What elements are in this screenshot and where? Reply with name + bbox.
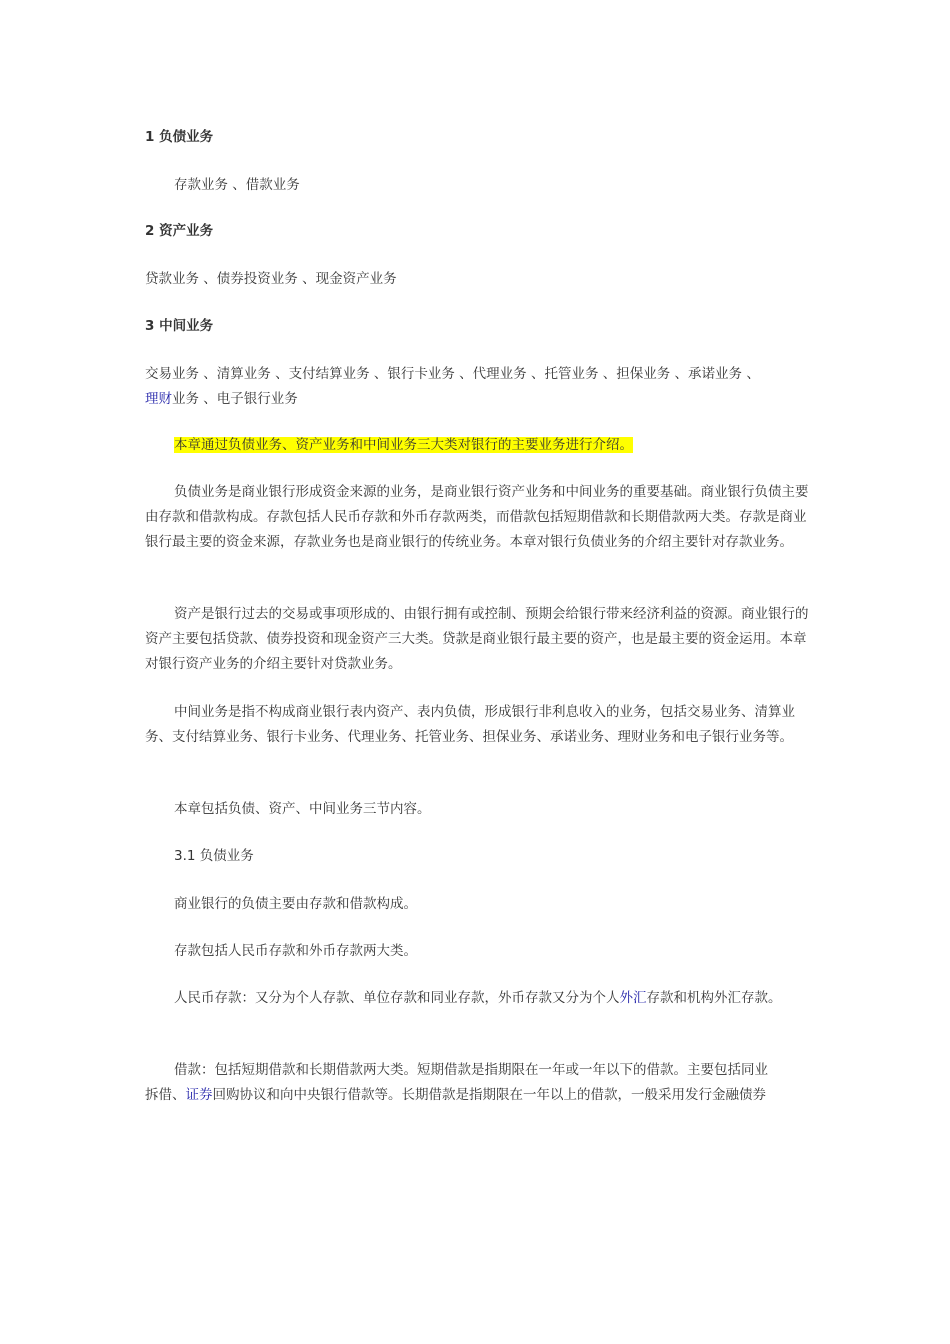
paragraph-asset: 资产是银行过去的交易或事项形成的、由银行拥有或控制、预期会给银行带来经济利益的资源。商业银行的资产主要包括贷款、债券投资和现金资产三大类。贷款是商业银行最主要的资产，也是最主要的资金运用。本章对银行资产业务的介绍主要针对贷款业务。 — [145, 606, 809, 672]
subsection-p2: 存款包括人民币存款和外币存款两大类。 — [174, 943, 417, 959]
paragraph-liability: 负债业务是商业银行形成资金来源的业务，是商业银行资产业务和中间业务的重要基础。商业银行负债主要由存款和借款构成。存款包括人民币存款和外币存款两类，而借款包括短期借款和长期借款两大类。存款是商业银行最主要的资金来源，存款业务也是商业银行的传统业务。本章对银行负债业务的介绍主要针对存款业务。 — [145, 484, 809, 550]
asset-items: 贷款业务 、债券投资业务 、现金资产业务 — [145, 271, 397, 287]
subsection-heading — [174, 847, 254, 865]
subsection-p4-line1: 借款：包括短期借款和长期借款两大类。短期借款是指期限在一年或一年以下的借款。主要包括同业 — [174, 1062, 768, 1078]
intermediate-items-line2-text: 业务 、电子银行业务 — [172, 391, 298, 407]
liability-items: 存款业务 、借款业务 — [174, 177, 300, 193]
heading-liability-business: 1 负债业务 — [145, 129, 214, 145]
subsection-p4-line2-after: 回购协议和向中央银行借款等。长期借款是指期限在一年以上的借款，一般采用发行金融债券 — [212, 1087, 766, 1103]
highlighted-text: 本章通过负债业务、资产业务和中间业务三大类对银行的主要业务进行介绍。 — [174, 437, 633, 453]
subsection-p4-line2 — [145, 1086, 766, 1104]
link-wealth-management[interactable]: 理财 — [145, 391, 172, 407]
intermediate-items-line1: 交易业务 、清算业务 、支付结算业务 、银行卡业务 、代理业务 、托管业务 、担保业务 、承诺业务 、 — [145, 366, 760, 382]
heading-intermediate-business: 3 中间业务 — [145, 318, 214, 334]
link-securities[interactable]: 证券 — [185, 1087, 213, 1103]
paragraph-chapter: 本章包括负债、资产、中间业务三节内容。 — [174, 801, 431, 817]
heading-asset-business: 2 资产业务 — [145, 223, 214, 239]
subsection-heading-text: 3.1 负债业务 — [174, 848, 254, 864]
link-foreign-exchange[interactable]: 外汇 — [619, 990, 647, 1006]
intermediate-items-line2 — [145, 390, 298, 408]
highlight-line — [174, 436, 633, 454]
subsection-p1: 商业银行的负债主要由存款和借款构成。 — [174, 896, 417, 912]
subsection-p3 — [174, 989, 782, 1007]
paragraph-intermediate: 中间业务是指不构成商业银行表内资产、表内负债，形成银行非利息收入的业务，包括交易业务、清算业务、支付结算业务、银行卡业务、代理业务、托管业务、担保业务、承诺业务、理财业务和电子银行业务等。 — [145, 704, 795, 745]
subsection-p3-after: 存款和机构外汇存款。 — [646, 990, 782, 1006]
subsection-p3-before: 人民币存款：又分为个人存款、单位存款和同业存款，外币存款又分为个人 — [174, 990, 620, 1006]
subsection-p4-line2-before: 拆借、 — [145, 1087, 186, 1103]
